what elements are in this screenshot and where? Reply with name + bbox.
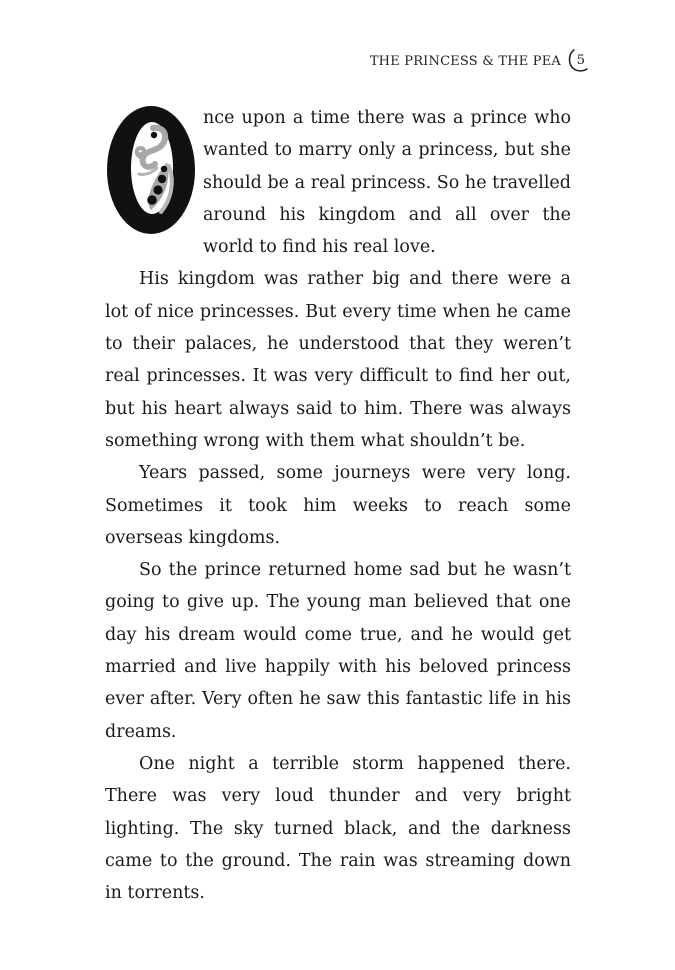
paragraph-1: nce upon a time there was a prince who wanted to marry only a princess, but she should be a real princess. So he travelled around his kingdom and all over the world to find his real love. <box>203 108 571 258</box>
page-number-badge <box>569 50 587 72</box>
paragraph-4: So the prince returned home sad but he wasn’t going to give up. The young man believed that one day his dream would come true, and he would get married and live happily with his beloved princess ever after. Very often he saw this fantastic life in his dreams. <box>105 560 571 742</box>
paragraph-2: His kingdom was rather big and there were a lot of nice princesses. But every time when he came to their palaces, he understood that they weren’t real princesses. It was very difficult to find her out, but his heart always said to him. There was always something wrong with them what shouldn’t be. <box>105 269 571 451</box>
book-title: THE PRINCESS & THE PEA <box>369 53 561 69</box>
dropcap-o-ornament-icon <box>105 104 197 236</box>
paragraph-5: One night a terrible storm happened there. There was very loud thunder and very bright lighting. The sky turned black, and the darkness came to the ground. The rain was streaming down in torrents. <box>105 753 571 904</box>
running-header <box>370 50 587 72</box>
story-text <box>105 102 571 909</box>
page-number: 5 <box>576 52 586 68</box>
paragraph-3: Years passed, some journeys were very long. Sometimes it took him weeks to reach some overseas kingdoms. <box>105 463 571 548</box>
